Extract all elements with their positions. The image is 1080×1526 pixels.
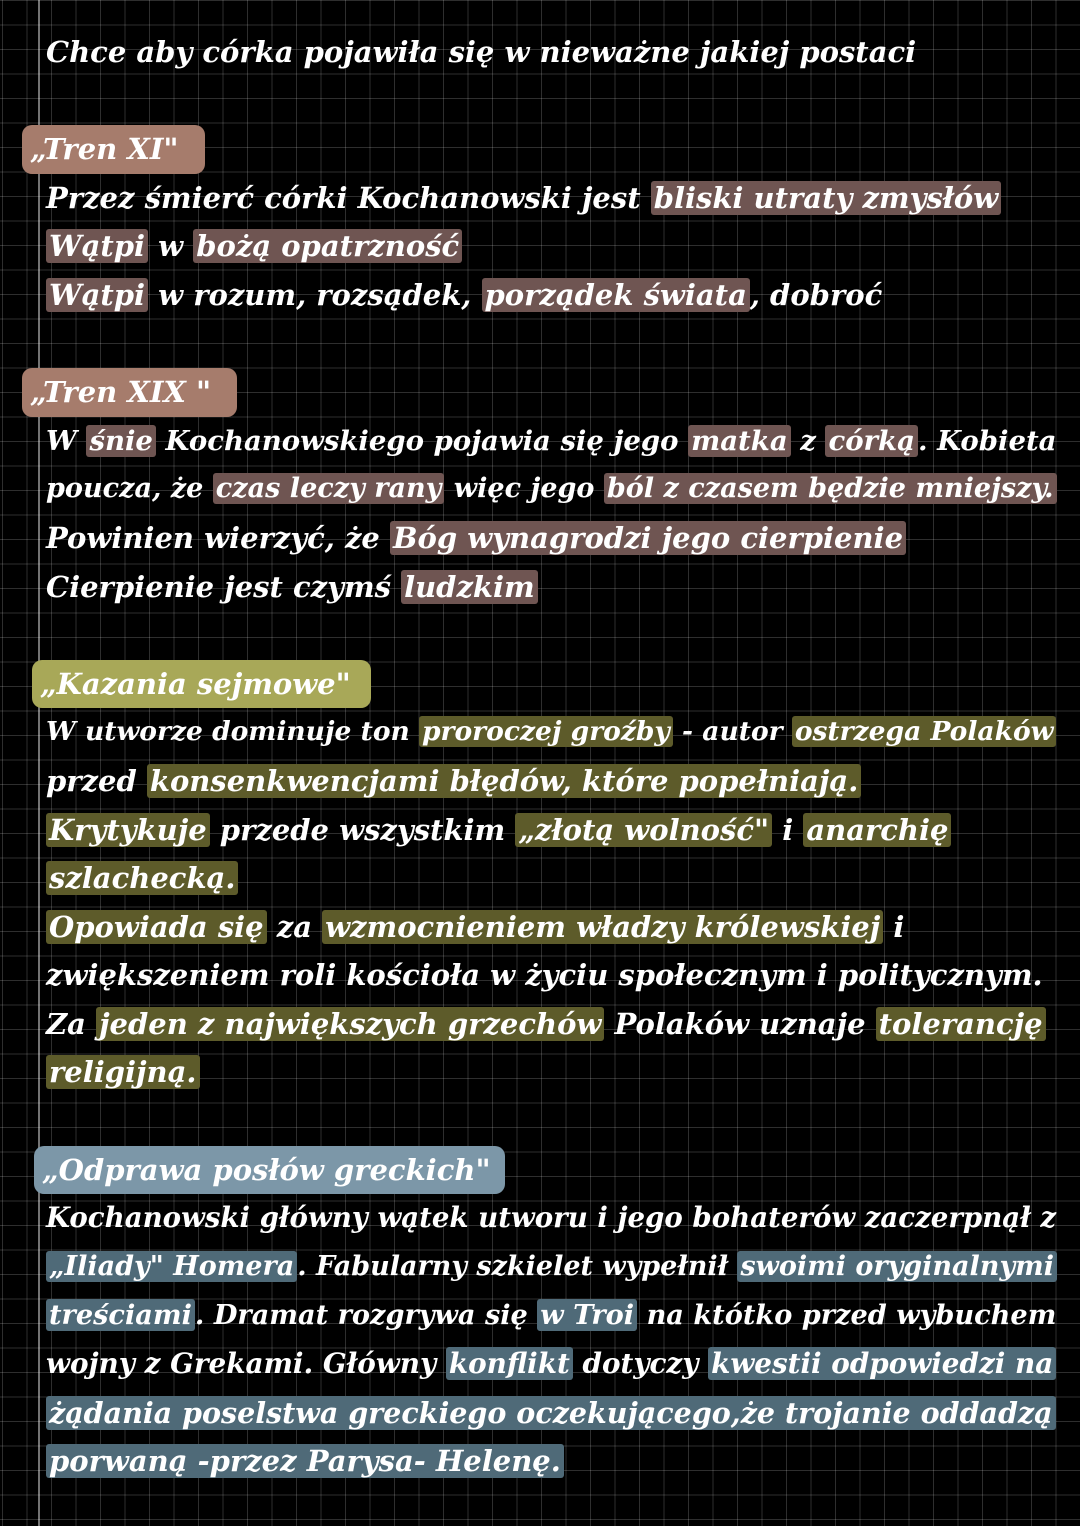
text-line: zwiększeniem roli kościoła w życiu społecznym i politycznym. (46, 958, 1043, 993)
text-line (46, 1437, 1056, 1486)
highlight: ludzkim (401, 570, 538, 604)
text-line: treściami . Dramat rozgrywa się w Troi na któtko przed wybuchem (46, 1291, 1056, 1340)
highlight: konsenkwencjami błędów, które popełniają. (147, 764, 861, 798)
odprawa-heading (42, 1146, 1056, 1195)
margin-line (38, 0, 40, 1526)
kazania-heading (40, 660, 1056, 709)
highlight: porwaną -przez Parysa- Helenę. (46, 1444, 564, 1478)
text-line: Krytykuje przede wszystkim „złotą wolność" i anarchię (46, 806, 1056, 855)
tren-xix-heading (30, 368, 1056, 417)
highlight: Krytykuje (46, 813, 210, 847)
highlight: Wątpi (46, 229, 148, 263)
text-line: Za jeden z największych grzechów Polaków uznaje tolerancję (46, 1000, 1056, 1049)
highlight: w Troi (537, 1299, 637, 1331)
highlight: ból z czasem będzie mniejszy. (604, 473, 1057, 504)
highlight: swoimi oryginalnymi (737, 1251, 1057, 1282)
intro-line: Chce aby córka pojawiła się w nieważne jakiej postaci (46, 35, 917, 69)
text-line: Wątpi w rozum, rozsądek, porządek świata , dobroć (46, 271, 1056, 320)
highlight: szlachecką. (46, 861, 238, 895)
section-title: „Kazania sejmowe" (32, 660, 371, 709)
text-line: W śnie Kochanowskiego pojawia się jego matka z córką . Kobieta (46, 424, 1057, 457)
text-line: Wątpi w bożą opatrzność (46, 222, 1056, 271)
section-title: „Tren XIX " (22, 368, 237, 417)
text-line: W utworze dominuje ton proroczej groźby - autor ostrzega Polaków (46, 708, 1056, 757)
text-line: „Iliady" Homera . Fabularny szkielet wypełnił swoimi oryginalnymi (46, 1243, 1056, 1292)
text-line: poucza, że czas leczy rany więc jego ból z czasem będzie mniejszy. (46, 465, 1056, 514)
text-line (46, 1389, 1056, 1438)
text-line (46, 854, 1056, 903)
highlight: tolerancję (876, 1007, 1046, 1041)
highlight: wzmocnieniem władzy królewskiej (322, 910, 883, 944)
highlight: bliski utraty zmysłów (651, 181, 1002, 215)
text-line: Cierpienie jest czymś ludzkim (46, 563, 1056, 612)
highlight: anarchię (803, 813, 951, 847)
highlight: Wątpi (46, 278, 148, 312)
section-title: „Odprawa posłów greckich" (34, 1146, 505, 1195)
highlight: „Iliady" Homera (46, 1251, 297, 1282)
highlight: porządek świata (482, 278, 750, 312)
highlight: konflikt (446, 1347, 573, 1380)
text-line: wojny z Grekami. Główny konflikt dotyczy kwestii odpowiedzi na (46, 1340, 1056, 1389)
section-title: „Tren XI" (22, 125, 205, 174)
highlight: „złotą wolność" (515, 813, 772, 847)
highlight: Opowiada się (46, 910, 267, 944)
highlight: jeden z największych grzechów (96, 1007, 604, 1041)
text-line: przed konsenkwencjami błędów, które popełniają. (46, 757, 1056, 806)
highlight: czas leczy rany (213, 473, 445, 504)
text-line: Powinien wierzyć, że Bóg wynagrodzi jego cierpienie (46, 514, 1056, 563)
highlight: religijną. (46, 1055, 200, 1089)
highlight: proroczej groźby (419, 716, 673, 747)
highlight: córką (825, 425, 918, 457)
tren-xi-heading (30, 125, 1056, 174)
highlight: Bóg wynagrodzi jego cierpienie (390, 521, 906, 555)
text-line: Przez śmierć córki Kochanowski jest bliski utraty zmysłów (46, 174, 1056, 223)
highlight: ostrzega Polaków (792, 716, 1057, 747)
highlight: śnie (86, 425, 155, 457)
notes-content (30, 28, 1057, 1486)
highlight: kwestii odpowiedzi na (708, 1347, 1056, 1380)
highlight: treściami (46, 1299, 195, 1331)
highlight: żądania poselstwa greckiego oczekującego,że trojanie oddadzą (46, 1396, 1056, 1430)
highlight: bożą opatrzność (193, 229, 462, 263)
text-line (46, 1048, 1056, 1097)
text-line: Opowiada się za wzmocnieniem władzy królewskiej i (46, 903, 1056, 952)
text-line: Kochanowski główny wątek utworu i jego bohaterów zaczerpnął z (46, 1201, 1057, 1235)
highlight: matka (688, 425, 791, 457)
